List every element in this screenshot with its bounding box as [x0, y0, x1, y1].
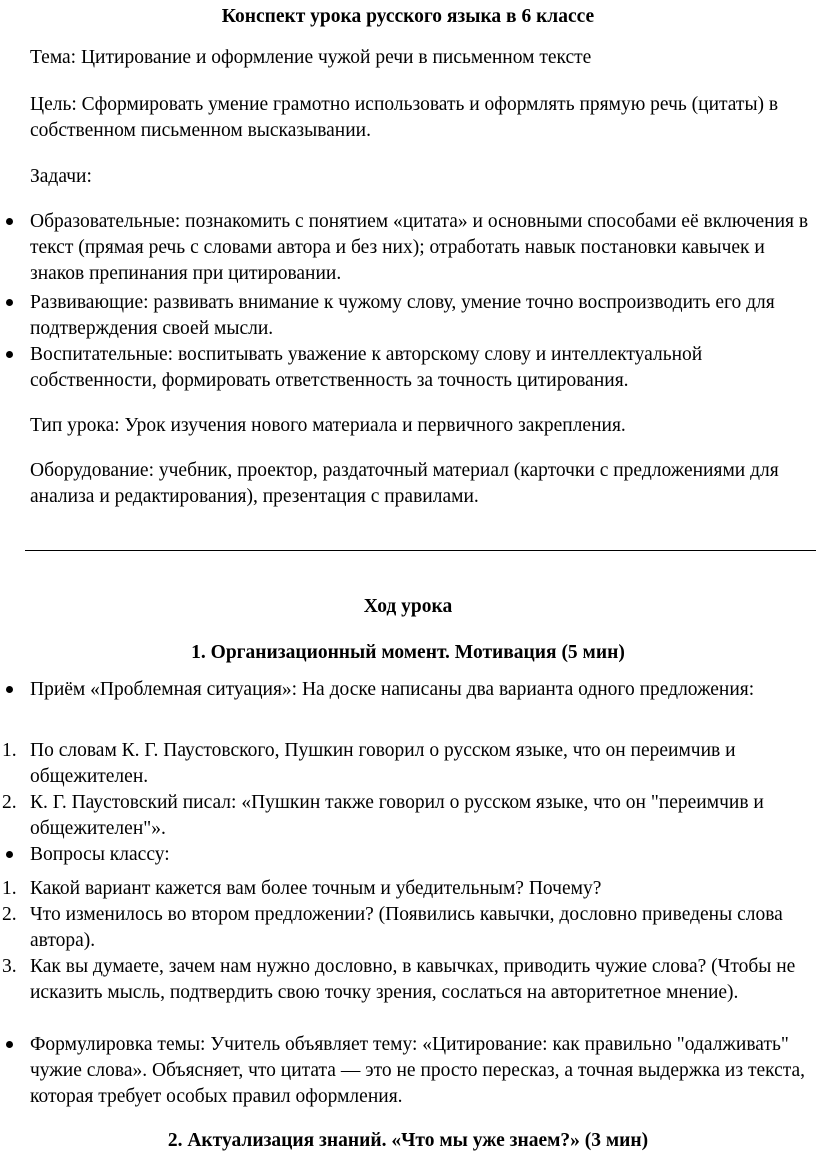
- variant-text: К. Г. Паустовский писал: «Пушкин также говорил о русском языке, что он "переимчив и общежителен"».: [30, 792, 764, 839]
- variant-number: 1.: [2, 740, 17, 761]
- section2-heading: 2. Актуализация знаний. «Что мы уже знаем?» (3 мин): [167, 1130, 649, 1151]
- problem-situation-text: Приём «Проблемная ситуация»: На доске написаны два варианта одного предложения:: [30, 679, 755, 700]
- bullet-icon: [6, 851, 13, 858]
- variant-text: По словам К. Г. Паустовского, Пушкин говорил о русском языке, что он переимчив и общежителен.: [30, 740, 736, 787]
- question-text: Какой вариант кажется вам более точным и убедительным? Почему?: [30, 878, 602, 899]
- bullet-icon: [6, 351, 13, 358]
- question-text: Как вы думаете, зачем нам нужно дословно, в кавычках, приводить чужие слова? (Чтобы не исказить мысль, подтвердить свою точку зрения, сослаться на авторитетное мнение).: [30, 956, 796, 1003]
- task-item-educational: [30, 209, 816, 287]
- topic-formulation-text: Формулировка темы: Учитель объявляет тему: «Цитирование: как правильно "одалживать" чужие слова». Объясняет, что цитата — это не просто пересказ, а точная выдержка из текста, которая требует особых правил оформления.: [30, 1034, 806, 1107]
- bullet-icon: [6, 686, 13, 693]
- questions-label-item: [30, 842, 816, 868]
- lesson-equipment: Оборудование: учебник, проектор, раздаточный материал (карточки с предложениями для анализа и редактирования), презентация с правилами.: [30, 460, 779, 507]
- bullet-icon: [6, 1041, 13, 1048]
- problem-situation-item: [30, 677, 816, 703]
- variant-number: 2.: [2, 792, 17, 813]
- task-item-upbringing: [30, 342, 816, 394]
- tasks-label: Задачи:: [30, 166, 92, 187]
- question-number: 1.: [2, 878, 17, 899]
- lesson-topic: Тема: Цитирование и оформление чужой речи в письменном тексте: [30, 47, 592, 68]
- course-heading: Ход урока: [363, 596, 453, 617]
- task-item-developing: [30, 290, 816, 342]
- topic-formulation-item: [30, 1032, 816, 1110]
- question-number: 3.: [2, 956, 17, 977]
- question-text: Что изменилось во втором предложении? (Появились кавычки, дословно приведены слова автора).: [30, 904, 783, 951]
- variant-item-1: [2, 738, 816, 790]
- task-text: Образовательные: познакомить с понятием «цитата» и основными способами её включения в текст (прямая речь с словами автора и без них); отработать навык постановки кавычек и знаков препинания при цитировании.: [30, 211, 809, 284]
- lesson-goal: Цель: Сформировать умение грамотно использовать и оформлять прямую речь (цитаты) в собственном письменном высказывании.: [30, 94, 779, 141]
- horizontal-divider: [25, 550, 816, 551]
- variant-item-2: [2, 790, 816, 842]
- lesson-type: Тип урока: Урок изучения нового материала и первичного закрепления.: [30, 415, 626, 436]
- question-item-2: [2, 902, 816, 954]
- bullet-icon: [6, 218, 13, 225]
- task-text: Воспитательные: воспитывать уважение к авторскому слову и интеллектуальной собственности, формировать ответственность за точность цитирования.: [30, 344, 703, 391]
- question-number: 2.: [2, 904, 17, 925]
- questions-label: Вопросы классу:: [30, 844, 170, 865]
- question-item-3: [2, 954, 816, 1006]
- section1-heading: 1. Организационный момент. Мотивация (5 мин): [191, 642, 625, 663]
- task-text: Развивающие: развивать внимание к чужому слову, умение точно воспроизводить его для подтверждения своей мысли.: [30, 292, 775, 339]
- document-title: Конспект урока русского языка в 6 классе: [221, 6, 595, 27]
- question-item-1: [2, 876, 816, 902]
- bullet-icon: [6, 299, 13, 306]
